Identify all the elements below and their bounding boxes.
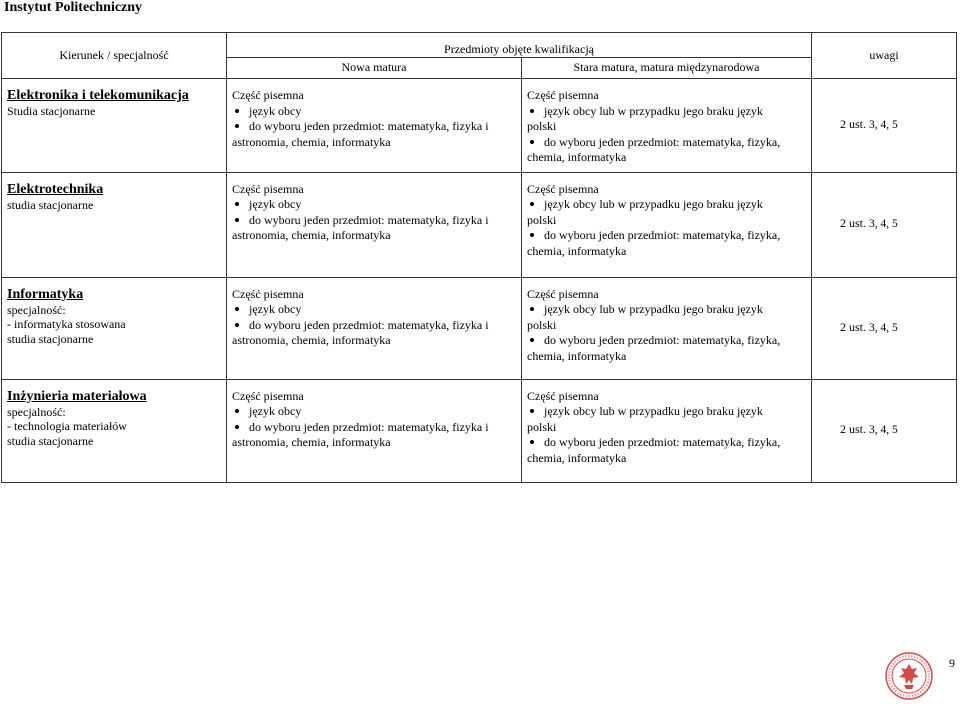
field-cell: [2, 277, 227, 379]
field-detail: studia stacjonarne: [7, 331, 94, 346]
new-matura-cell: [227, 379, 522, 482]
list-item-continuation: polski: [527, 317, 557, 332]
bullet-icon: [530, 233, 534, 237]
old-matura-cell: [522, 79, 812, 173]
notes-cell: [812, 79, 957, 173]
list-item-text: do wyboru jeden przedmiot: matematyka, fizyka,: [544, 228, 781, 242]
exam-part-heading: Część pisemna: [232, 88, 304, 102]
list-item-continuation: chemia, informatyka: [527, 450, 627, 465]
page-number: 9: [949, 656, 955, 670]
list-item: [527, 228, 807, 244]
field-detail: studia stacjonarne: [7, 197, 94, 212]
list-item-text: do wyboru jeden przedmiot: matematyka, fizyka,: [544, 333, 781, 347]
list-item-text: język obcy lub w przypadku jego braku język: [544, 197, 763, 211]
list-item-continuation: astronomia, chemia, informatyka: [232, 333, 391, 347]
table-row: [2, 379, 957, 482]
table-row: [2, 172, 957, 277]
new-matura-cell: [227, 277, 522, 379]
note-numbers: 3, 4, 5: [869, 218, 898, 231]
list-item-text: do wyboru jeden przedmiot: matematyka, fizyka i: [249, 119, 489, 133]
exam-part-heading: Część pisemna: [232, 181, 304, 196]
list-item: [232, 197, 517, 213]
bullet-icon: [530, 440, 534, 444]
list-item-continuation: chemia, informatyka: [527, 243, 627, 258]
subject-list: [527, 197, 807, 213]
field-detail: specjalność:: [7, 302, 66, 317]
note-numbers: 3, 4, 5: [869, 119, 898, 131]
bullet-icon: [235, 409, 239, 413]
list-item-text: do wyboru jeden przedmiot: matematyka, fizyka i: [249, 212, 489, 227]
list-item-continuation: polski: [527, 419, 557, 434]
list-item: [527, 333, 807, 349]
field-cell: [2, 172, 227, 277]
list-item-text: język obcy: [249, 302, 302, 316]
old-matura-cell: [522, 277, 812, 379]
list-item-text: język obcy: [249, 404, 302, 418]
list-item-continuation: chemia, informatyka: [527, 150, 627, 164]
list-item: [232, 404, 517, 420]
list-item: [232, 213, 517, 229]
subject-list: [527, 104, 807, 120]
new-matura-cell: [227, 79, 522, 173]
subject-list: [527, 404, 807, 420]
bullet-icon: [530, 409, 534, 413]
bullet-icon: [235, 425, 239, 429]
field-name: Elektronika i telekomunikacja: [7, 88, 189, 103]
list-item: [232, 104, 517, 120]
list-item: [232, 420, 517, 436]
page-title: Instytut Politechniczny: [4, 0, 143, 15]
exam-part-heading: Część pisemna: [527, 181, 599, 196]
subject-list: [232, 104, 517, 135]
field-name: Informatyka: [7, 286, 84, 302]
header-field: Kierunek / specjalność: [2, 33, 227, 79]
list-item-continuation: chemia, informatyka: [527, 348, 627, 363]
list-item-continuation: astronomia, chemia, informatyka: [232, 228, 391, 242]
subject-list: [232, 302, 517, 333]
list-item: [527, 302, 807, 318]
exam-part-heading: Część pisemna: [527, 88, 599, 102]
list-item-text: język obcy lub w przypadku jego braku język: [544, 103, 763, 118]
bullet-icon: [530, 109, 534, 113]
note-prefix: 2 ust.: [840, 216, 867, 231]
notes-cell: [812, 172, 957, 277]
field-name: Inżynieria materiałowa: [7, 388, 147, 404]
list-item-text: język obcy lub w przypadku jego braku język: [544, 404, 763, 418]
subject-list: [527, 333, 807, 349]
bullet-icon: [235, 307, 239, 311]
list-item: [527, 135, 807, 151]
list-item: [232, 318, 517, 334]
bullet-icon: [530, 202, 534, 206]
subject-list: [527, 302, 807, 318]
list-item: [527, 435, 807, 451]
list-item-text: do wyboru jeden przedmiot: matematyka, fizyka i: [249, 419, 489, 434]
bullet-icon: [235, 323, 239, 327]
list-item-continuation: polski: [527, 212, 557, 227]
field-cell: [2, 379, 227, 482]
list-item-continuation: polski: [527, 119, 557, 133]
field-detail: Studia stacjonarne: [7, 104, 96, 118]
header-old-matura: Stara matura, matura międzynarodowa: [522, 58, 812, 79]
field-detail: - technologia materiałów: [7, 419, 127, 433]
notes-cell: [812, 277, 957, 379]
subject-list: [232, 197, 517, 228]
field-cell: [2, 79, 227, 173]
list-item-text: do wyboru jeden przedmiot: matematyka, fizyka i: [249, 317, 489, 332]
subject-list: [527, 228, 807, 244]
university-seal-icon: [884, 651, 934, 701]
bullet-icon: [235, 218, 239, 222]
bullet-icon: [530, 307, 534, 311]
field-detail: studia stacjonarne: [7, 433, 94, 448]
old-matura-cell: [522, 379, 812, 482]
list-item-continuation: astronomia, chemia, informatyka: [232, 134, 391, 149]
list-item: [232, 302, 517, 318]
new-matura-cell: [227, 172, 522, 277]
exam-part-heading: Część pisemna: [527, 286, 599, 301]
list-item: [527, 404, 807, 420]
table-row: [2, 79, 957, 173]
list-item-text: język obcy: [249, 103, 302, 118]
bullet-icon: [530, 338, 534, 342]
list-item-text: język obcy: [249, 197, 302, 211]
list-item-text: język obcy lub w przypadku jego braku język: [544, 302, 763, 316]
note-numbers: 3, 4, 5: [869, 321, 898, 334]
old-matura-cell: [522, 172, 812, 277]
table-row: [2, 277, 957, 379]
note-prefix: 2 ust.: [840, 422, 867, 437]
subject-list: [232, 404, 517, 435]
field-name: Elektrotechnika: [7, 181, 104, 197]
subject-list: [527, 135, 807, 151]
list-item: [527, 104, 807, 120]
exam-part-heading: Część pisemna: [232, 388, 304, 403]
list-item: [232, 119, 517, 135]
header-subjects: Przedmioty objęte kwalifikacją: [227, 33, 812, 58]
field-detail: - informatyka stosowana: [7, 317, 126, 331]
list-item-continuation: astronomia, chemia, informatyka: [232, 435, 391, 449]
notes-cell: [812, 379, 957, 482]
bullet-icon: [235, 124, 239, 128]
subject-list: [527, 435, 807, 451]
note-prefix: 2 ust.: [840, 319, 867, 334]
list-item-text: do wyboru jeden przedmiot: matematyka, fizyka,: [544, 435, 781, 449]
note-prefix: 2 ust.: [840, 117, 867, 131]
exam-part-heading: Część pisemna: [527, 388, 599, 403]
header-notes: uwagi: [812, 33, 957, 79]
bullet-icon: [235, 109, 239, 113]
field-detail: specjalność:: [7, 404, 66, 419]
list-item: [527, 197, 807, 213]
bullet-icon: [235, 202, 239, 206]
qualification-table: [1, 32, 957, 483]
note-numbers: 3, 4, 5: [869, 424, 898, 437]
list-item-text: do wyboru jeden przedmiot: matematyka, fizyka,: [544, 134, 781, 149]
bullet-icon: [530, 140, 534, 144]
header-new-matura: Nowa matura: [227, 58, 522, 79]
exam-part-heading: Część pisemna: [232, 286, 304, 301]
